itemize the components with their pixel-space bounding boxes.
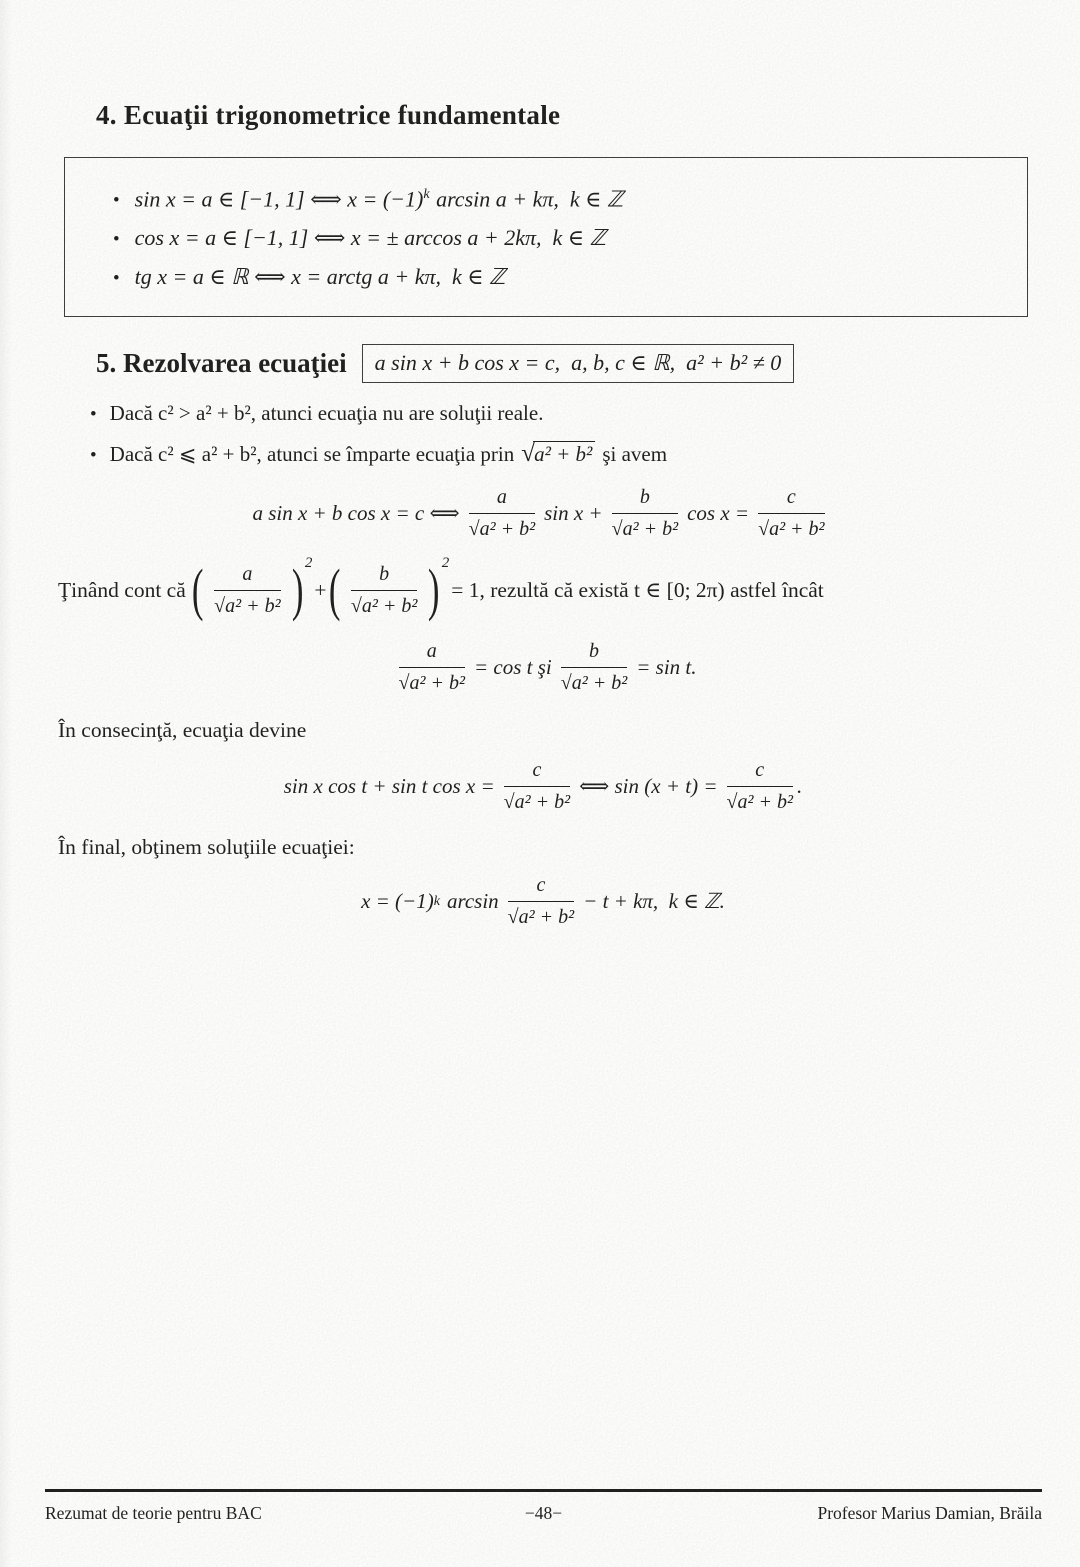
paragraph-text: = 1, rezultă că există t ∈ [0; 2π) astfel încât	[451, 577, 824, 602]
equation-text: arcsin	[446, 889, 499, 914]
section5-heading	[96, 344, 1028, 383]
radical-icon: √	[758, 517, 770, 540]
radical-icon: √	[503, 790, 515, 813]
radical-icon: √	[726, 790, 738, 813]
bullet-icon: •	[113, 190, 120, 212]
radical-icon: √	[521, 440, 536, 468]
fraction-a: $\frac{a}{\text{√a² + b²}}$	[398, 639, 465, 694]
plus-sign: +	[314, 577, 327, 602]
footer-row	[45, 1503, 1042, 1524]
bullet-text: şi avem	[602, 442, 668, 467]
radical-icon: √	[560, 671, 572, 694]
bullet-icon: •	[90, 404, 97, 426]
boxed-equation: a sin x + b cos x = c, a, b, c ∈ ℝ, a² + b² ≠ 0	[362, 344, 795, 383]
fraction-a: $\frac{a}{\text{√a² + b²}}$	[214, 562, 281, 617]
cos-equation	[113, 223, 1009, 255]
exponent-2: 2	[304, 554, 313, 571]
fraction-c: $\frac{c}{\text{√a² + b²}}$	[507, 873, 575, 928]
equation-text: a sin x + b cos x = c ⟺	[252, 501, 460, 526]
fraction-c: $\frac{c}{\text{√a² + b²}}$	[726, 758, 793, 813]
bullet-icon: •	[113, 229, 120, 251]
equation-text: .	[796, 774, 803, 799]
radical-icon: √	[214, 594, 226, 617]
exponent-k: k	[433, 893, 440, 909]
consequence-paragraph: În consecinţă, ecuaţia devine	[58, 718, 307, 743]
bullet-icon: •	[90, 445, 97, 467]
section5-title: 5. Rezolvarea ecuaţiei	[96, 348, 347, 379]
page-footer	[45, 1489, 1042, 1524]
fundamental-equations-box	[64, 157, 1028, 317]
paragraph-text: Ţinând cont că	[58, 577, 186, 602]
equation-text: sin x +	[544, 501, 603, 526]
equation-text: = cos t şi	[473, 655, 552, 680]
equation-text: − t + kπ, k ∈ ℤ.	[583, 889, 725, 914]
fraction-b: $\frac{b}{\text{√a² + b²}}$	[560, 639, 628, 694]
section5-bullets	[58, 399, 1028, 470]
fraction-b: $\frac{b}{\text{√a² + b²}}$	[611, 485, 679, 540]
display-solution	[58, 870, 1028, 932]
page-number: −48−	[524, 1503, 563, 1523]
equation-text: x = (−1)	[361, 889, 434, 914]
display-divided-equation	[58, 482, 1028, 544]
exponent-2: 2	[441, 554, 450, 571]
section4-title: 4. Ecuaţii trigonometrice fundamentale	[96, 100, 561, 130]
radical-icon: √	[611, 517, 623, 540]
identity-paragraph: Ţinând cont că ( $\frac{a}{\text{√a² + b²}}$ ) $^2$ + ( $\frac{b}{\text{√a² + b²}}$ ) $^2$ = 1, rezultă că există t ∈ [0; 2π) astfel încât	[58, 554, 824, 623]
footer-left-text: Rezumat de teorie pentru BAC	[45, 1503, 262, 1523]
tg-equation	[113, 262, 1009, 294]
final-paragraph: În final, obţinem soluţiile ecuaţiei:	[58, 835, 355, 860]
radical-icon: √	[398, 671, 410, 694]
footer-right-text: Profesor Marius Damian, Brăila	[817, 1503, 1042, 1523]
case-divide	[90, 440, 1028, 470]
bullet-icon: •	[113, 268, 120, 290]
fraction-c: $\frac{c}{\text{√a² + b²}}$	[758, 485, 825, 540]
case-no-solutions	[90, 399, 1028, 429]
equation-text: sin x cos t + sin t cos x =	[283, 774, 495, 799]
radical-icon: √	[350, 594, 362, 617]
equation-text: cos x = a ∈ [−1, 1] ⟺ x = ± arccos a + 2kπ, k ∈ ℤ	[134, 225, 606, 251]
equation-text: sin x = a ∈ [−1, 1] ⟺ x = (−1)	[134, 186, 424, 212]
equation-text: cos x =	[687, 501, 750, 526]
sqrt-expression: √a² + b²	[521, 442, 595, 466]
bullet-text: Dacă c² ⩽ a² + b², atunci se împarte ecuaţia prin	[109, 442, 515, 467]
fraction-b: $\frac{b}{\text{√a² + b²}}$	[350, 562, 418, 617]
fraction-c: $\frac{c}{\text{√a² + b²}}$	[503, 758, 571, 813]
fraction-a: $\frac{a}{\text{√a² + b²}}$	[468, 485, 536, 540]
sin-equation	[113, 180, 1009, 216]
radical-icon: √	[468, 517, 480, 540]
display-cos-sin	[58, 636, 1028, 698]
radical-icon: √	[507, 905, 519, 928]
equation-text: arcsin a + kπ, k ∈ ℤ	[430, 186, 624, 212]
footer-rule	[45, 1489, 1042, 1492]
exponent-k: k	[423, 187, 430, 202]
equation-text: = sin t.	[636, 655, 697, 680]
equation-text: ⟺ sin (x + t) =	[579, 774, 718, 799]
equation-text: tg x = a ∈ ℝ ⟺ x = arctg a + kπ, k ∈ ℤ	[134, 264, 506, 290]
bullet-text: Dacă c² > a² + b², atunci ecuaţia nu are soluţii reale.	[109, 401, 544, 426]
display-sum-equation	[58, 755, 1028, 817]
